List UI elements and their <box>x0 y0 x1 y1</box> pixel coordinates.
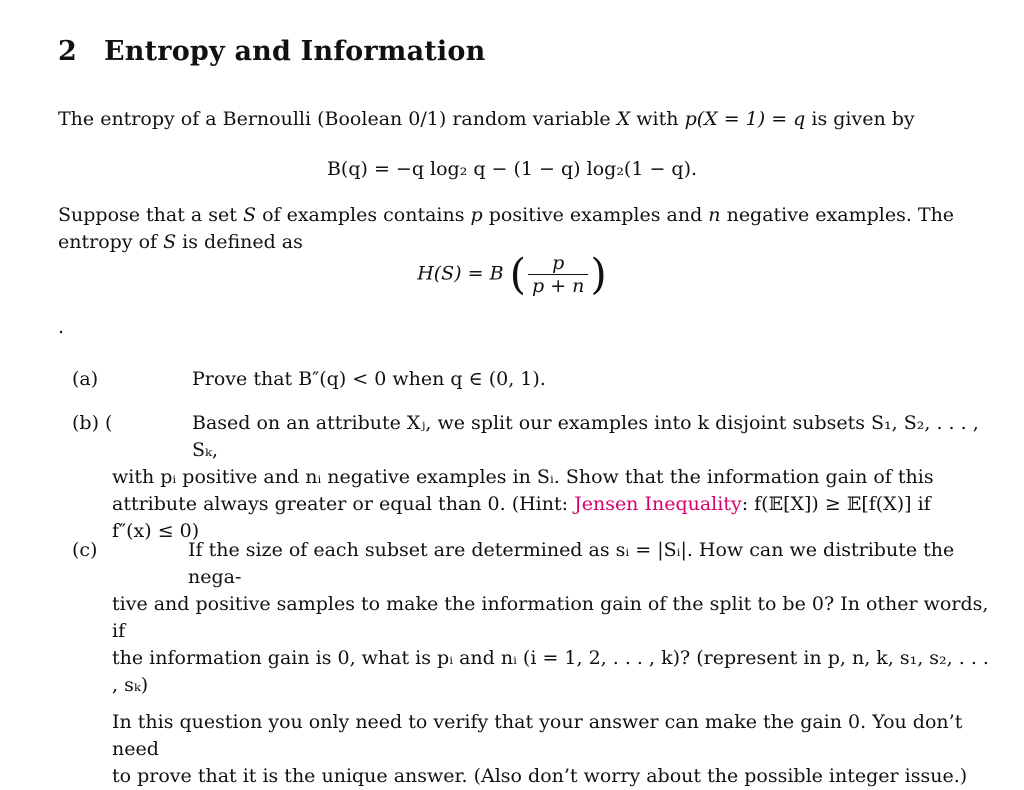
question-c-line3: the information gain is 0, what is pᵢ and nᵢ (i = 1, 2, . . . , k)? (represent in p, n, k, s₁, s₂, . . . , sₖ) <box>112 647 989 696</box>
intro-text-b: with <box>636 108 679 130</box>
question-b-line1: Based on an attribute Xⱼ, we split our examples into k disjoint subsets S₁, S₂, . . . , Sₖ, <box>192 412 979 461</box>
intro-paragraph <box>58 106 992 133</box>
question-a <box>72 366 992 393</box>
question-b-line3-a: attribute always greater or equal than 0. (Hint: <box>112 493 569 515</box>
question-b-line3-b: : f(𝔼[X]) ≥ 𝔼[f(X)] if <box>741 493 931 515</box>
suppose-line2-b: is defined as <box>182 231 303 253</box>
suppose-text-d: negative examples. The <box>726 204 955 226</box>
bernoulli-entropy-equation <box>0 158 1024 180</box>
question-b-line3 <box>112 491 992 518</box>
question-c-para2-line2: to prove that it is the unique answer. (Also don’t worry about the possible integer issue.) <box>112 765 968 787</box>
intro-text-c: is given by <box>811 108 915 130</box>
intro-text-a: The entropy of a Bernoulli (Boolean 0/1) random variable <box>58 108 611 130</box>
intro-var-x: X <box>616 108 631 130</box>
left-paren: ( <box>509 249 526 299</box>
fraction-denominator: p + n <box>532 275 585 297</box>
suppose-text-b: of examples contains <box>262 204 465 226</box>
bernoulli-entropy-text: B(q) = −q log₂ q − (1 − q) log₂(1 − q). <box>326 158 698 180</box>
intro-prob-expr: p(X = 1) = q <box>684 108 806 130</box>
suppose-text-a: Suppose that a set <box>58 204 237 226</box>
fraction <box>528 252 588 297</box>
question-c <box>72 537 992 790</box>
suppose-line2-var: S <box>163 231 177 253</box>
question-b <box>72 410 992 545</box>
suppose-line2-a: entropy of <box>58 231 158 253</box>
question-b-line4: f″(x) ≤ 0) <box>112 520 200 542</box>
question-b-label: (b) ( <box>72 412 113 434</box>
suppose-paragraph <box>58 202 992 256</box>
question-a-text: Prove that B″(q) < 0 when q ∈ (0, 1). <box>192 368 546 390</box>
right-paren: ) <box>590 249 607 299</box>
question-b-line2: with pᵢ positive and nᵢ negative examples in Sᵢ. Show that the information gain of this <box>112 466 934 488</box>
section-number: 2 <box>58 36 77 67</box>
question-c-line1: If the size of each subset are determined as sᵢ = |Sᵢ|. How can we distribute the nega- <box>188 539 955 588</box>
suppose-var-p: p <box>470 204 483 226</box>
question-c-line2: tive and positive samples to make the information gain of the split to be 0? In other words, if <box>112 593 989 642</box>
jensen-inequality-link[interactable]: Jensen Inequality <box>574 493 742 515</box>
suppose-var-s: S <box>242 204 257 226</box>
suppose-text-c: positive examples and <box>488 204 703 226</box>
suppose-var-n: n <box>708 204 721 226</box>
stray-dot: . <box>58 316 65 338</box>
section-title: Entropy and Information <box>104 36 486 67</box>
section-heading <box>58 36 485 67</box>
question-c-label: (c) <box>72 539 98 561</box>
set-entropy-lhs: H(S) = B <box>417 262 504 285</box>
set-entropy-equation <box>0 249 1024 299</box>
question-a-label: (a) <box>72 368 99 390</box>
fraction-numerator: p <box>528 252 588 275</box>
question-c-para2-line1: In this question you only need to verify that your answer can make the gain 0. You don’t need <box>112 711 963 760</box>
